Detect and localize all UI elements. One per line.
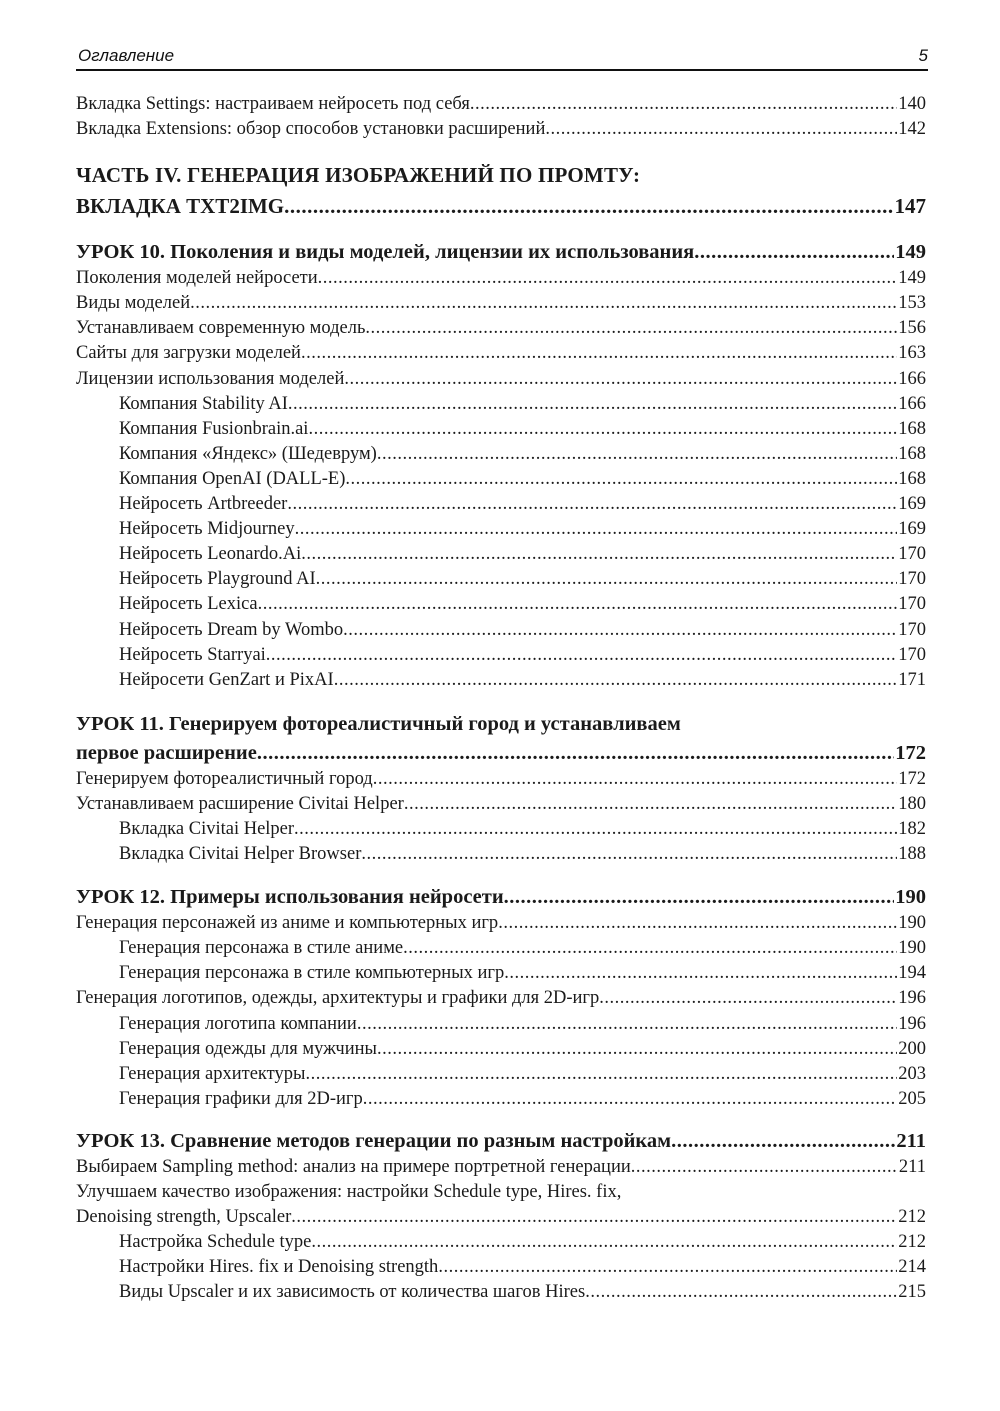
- toc-subentry-title: Генерация логотипа компании: [119, 1013, 357, 1034]
- lesson-heading[interactable]: [76, 238, 926, 266]
- toc-subentry-title: Нейросеть Dream by Wombo: [119, 619, 344, 640]
- toc-subentry[interactable]: [76, 1037, 926, 1062]
- toc-subentry-page: 169: [898, 494, 926, 515]
- toc-entry[interactable]: [76, 986, 926, 1011]
- lesson-page: 149: [895, 241, 926, 264]
- toc-entry[interactable]: [76, 341, 926, 366]
- leader-dots: [438, 1255, 897, 1280]
- leader-dots: [343, 618, 897, 643]
- toc-subentry-page: 190: [898, 938, 926, 959]
- toc-subentry[interactable]: [76, 467, 926, 492]
- toc-subentry-title: Генерация графики для 2D-игр: [119, 1088, 363, 1109]
- toc-entry-page: 172: [898, 768, 926, 789]
- leader-dots: [257, 739, 894, 767]
- toc-entry-page: 211: [898, 1156, 926, 1177]
- toc-subentry-page: 170: [898, 544, 926, 565]
- header-rule: [76, 69, 928, 71]
- lesson-12: [76, 883, 926, 1112]
- leader-dots: [504, 961, 897, 986]
- toc-subentry[interactable]: [76, 668, 926, 693]
- toc-entry-title: Генерируем фотореалистичный город: [76, 768, 373, 789]
- lesson-title: УРОК 12. Примеры использования нейросети: [76, 886, 504, 909]
- leader-dots: [291, 1205, 897, 1230]
- toc-subentry-page: 168: [898, 418, 926, 439]
- toc-subentry-title: Компания Fusionbrain.ai: [119, 418, 309, 439]
- toc-entry-title-line2: Denoising strength, Upscaler: [76, 1207, 292, 1228]
- toc-entry[interactable]: [76, 117, 926, 142]
- toc-entry-page: 196: [898, 988, 926, 1009]
- toc-entry-title: Лицензии использования моделей: [76, 368, 345, 389]
- leader-dots: [377, 442, 897, 467]
- leader-dots: [311, 1230, 897, 1255]
- lesson-10: [76, 238, 926, 693]
- lesson-title: УРОК 13. Сравнение методов генерации по разным настройкам: [76, 1129, 672, 1152]
- leader-dots: [301, 542, 897, 567]
- toc-subentry-page: 170: [898, 569, 926, 590]
- toc-subentry-title: Нейросеть Artbreeder: [119, 494, 288, 515]
- part-page: 147: [894, 194, 926, 219]
- toc-subentry[interactable]: [76, 1062, 926, 1087]
- lesson-heading[interactable]: [76, 883, 926, 911]
- leader-dots: [498, 911, 897, 936]
- lesson-title: УРОК 10. Поколения и виды моделей, лицензии их использования: [76, 241, 695, 264]
- toc-subentry[interactable]: [76, 417, 926, 442]
- leader-dots: [404, 792, 897, 817]
- toc-subentry[interactable]: [76, 643, 926, 668]
- toc-subentry-page: 194: [898, 963, 926, 984]
- toc-subentry-title: Виды Upscaler и их зависимость от количества шагов Hires: [119, 1282, 586, 1303]
- toc-subentry-page: 196: [898, 1013, 926, 1034]
- toc-entry[interactable]: [76, 367, 926, 392]
- leader-dots: [288, 392, 897, 417]
- toc-entry-page: 212: [898, 1207, 926, 1228]
- lesson-heading[interactable]: [76, 709, 926, 767]
- toc-entry-title: Генерация логотипов, одежды, архитектуры и графики для 2D-игр: [76, 988, 600, 1009]
- toc-subentry-page: 170: [898, 619, 926, 640]
- toc-subentry[interactable]: [76, 542, 926, 567]
- toc-subentry-page: 170: [898, 594, 926, 615]
- toc-subentry-page: 215: [898, 1282, 926, 1303]
- toc-entry[interactable]: [76, 767, 926, 792]
- toc-entry-title: Устанавливаем расширение Civitai Helper: [76, 793, 404, 814]
- toc-entry-page: 149: [898, 268, 926, 289]
- toc-entry-title: Генерация персонажей из аниме и компьютерных игр: [76, 913, 499, 934]
- toc-subentry-title: Нейросеть Lexica: [119, 594, 258, 615]
- toc-subentry-title: Вкладка Civitai Helper Browser: [119, 844, 362, 865]
- toc-subentry-title: Вкладка Civitai Helper: [119, 818, 295, 839]
- table-of-contents: [76, 92, 926, 1305]
- toc-subentry-title: Генерация персонажа в стиле аниме: [119, 938, 404, 959]
- leader-dots: [470, 92, 897, 117]
- toc-entry-title: Выбираем Sampling method: анализ на примере портретной генерации: [76, 1156, 631, 1177]
- leader-dots: [363, 1087, 898, 1112]
- toc-subentry[interactable]: [76, 1280, 926, 1305]
- toc-subentry-title: Компания Stability AI: [119, 393, 288, 414]
- lesson-13: [76, 1127, 926, 1306]
- leader-dots: [373, 767, 898, 792]
- toc-entry-page: 153: [898, 293, 926, 314]
- toc-subentry[interactable]: [76, 567, 926, 592]
- leader-dots: [295, 517, 898, 542]
- toc-entry-title-line1: Улучшаем качество изображения: настройки Schedule type, Hires. fix,: [76, 1182, 622, 1202]
- toc-entry[interactable]: [76, 291, 926, 316]
- toc-entry-title: Сайты для загрузки моделей: [76, 343, 301, 364]
- lesson-title-line1: УРОК 11. Генерируем фотореалистичный город и устанавливаем: [76, 712, 681, 735]
- toc-entry-title: Вкладка Settings: настраиваем нейросеть под себя: [76, 94, 470, 114]
- leader-dots: [545, 117, 897, 142]
- toc-subentry-title: Компания OpenAI (DALL-E): [119, 468, 346, 489]
- toc-subentry-title: Настройка Schedule type: [119, 1232, 312, 1253]
- toc-subentry-title: Компания «Яндекс» (Шедеврум): [119, 443, 377, 464]
- toc-subentry-page: 166: [898, 393, 926, 414]
- toc-subentry-page: 168: [898, 443, 926, 464]
- toc-subentry-page: 214: [898, 1257, 926, 1278]
- lesson-page: 190: [895, 886, 926, 909]
- leader-dots: [318, 266, 898, 291]
- lesson-page: 172: [895, 741, 926, 764]
- lesson-11: [76, 709, 926, 867]
- leader-dots: [258, 592, 898, 617]
- leader-dots: [316, 567, 898, 592]
- toc-subentry-title: Нейросеть Midjourney: [119, 519, 295, 540]
- toc-subentry[interactable]: [76, 517, 926, 542]
- leader-dots: [345, 467, 897, 492]
- toc-subentry-page: 168: [898, 468, 926, 489]
- toc-subentry-page: 205: [898, 1088, 926, 1109]
- part-heading[interactable]: [76, 160, 926, 222]
- toc-entry[interactable]: [76, 1155, 926, 1180]
- toc-subentry[interactable]: [76, 442, 926, 467]
- leader-dots: [334, 668, 898, 693]
- toc-subentry-page: 203: [898, 1063, 926, 1084]
- leader-dots: [361, 842, 897, 867]
- lesson-page: 211: [896, 1129, 926, 1152]
- leader-dots: [357, 1012, 897, 1037]
- toc-subentry[interactable]: [76, 492, 926, 517]
- toc-subentry[interactable]: [76, 817, 926, 842]
- leader-dots: [365, 316, 897, 341]
- toc-subentry-title: Нейросети GenZart и PixAI: [119, 669, 334, 690]
- toc-entry[interactable]: [76, 792, 926, 817]
- leader-dots: [308, 417, 897, 442]
- leader-dots: [294, 817, 897, 842]
- toc-subentry[interactable]: [76, 961, 926, 986]
- toc-subentry[interactable]: [76, 842, 926, 867]
- toc-subentry-title: Генерация архитектуры: [119, 1063, 306, 1084]
- toc-subentry-page: 200: [898, 1038, 926, 1059]
- toc-subentry-page: 170: [898, 644, 926, 665]
- leader-dots: [671, 1127, 895, 1155]
- toc-subentry[interactable]: [76, 1012, 926, 1037]
- toc-entry-page: 140: [898, 94, 926, 114]
- toc-entry[interactable]: [76, 92, 926, 117]
- leader-dots: [344, 367, 897, 392]
- leader-dots: [403, 936, 897, 961]
- toc-entry-page: 156: [898, 318, 926, 339]
- part-title-line1: ЧАСТЬ IV. ГЕНЕРАЦИЯ ИЗОБРАЖЕНИЙ ПО ПРОМТУ:: [76, 163, 641, 188]
- toc-subentry[interactable]: [76, 1230, 926, 1255]
- toc-entry-title: Устанавливаем современную модель: [76, 318, 366, 339]
- toc-entry[interactable]: [76, 266, 926, 291]
- toc-entry-page: 190: [898, 913, 926, 934]
- toc-subentry[interactable]: [76, 392, 926, 417]
- toc-subentry-title: Генерация одежды для мужчины: [119, 1038, 377, 1059]
- leader-dots: [694, 238, 894, 266]
- toc-entry-title: Вкладка Extensions: обзор способов установки расширений: [76, 119, 546, 140]
- toc-subentry-page: 169: [898, 519, 926, 540]
- toc-subentry-page: 188: [898, 844, 926, 865]
- leader-dots: [266, 643, 897, 668]
- leader-dots: [377, 1037, 897, 1062]
- toc-entry-page: 142: [898, 119, 926, 140]
- header-title: Оглавление: [78, 46, 175, 65]
- toc-subentry-title: Нейросеть Playground AI: [119, 569, 316, 590]
- part-title-line2: ВКЛАДКА TXT2IMG: [76, 194, 285, 219]
- toc-entry[interactable]: [76, 316, 926, 341]
- toc-subentry-title: Нейросеть Starryai: [119, 644, 266, 665]
- leader-dots: [504, 883, 895, 911]
- leader-dots: [599, 986, 897, 1011]
- leader-dots: [585, 1280, 897, 1305]
- toc-subentry-title: Нейросеть Leonardo.Ai: [119, 544, 302, 565]
- toc-subentry[interactable]: [76, 936, 926, 961]
- toc-subentry-title: Настройки Hires. fix и Denoising strength: [119, 1257, 439, 1278]
- lesson-title-line2: первое расширение: [76, 741, 257, 764]
- toc-entry-page: 163: [898, 343, 926, 364]
- header-page-number: 5: [918, 46, 928, 65]
- leader-dots: [287, 492, 897, 517]
- leader-dots: [190, 291, 897, 316]
- leader-dots: [301, 341, 897, 366]
- lesson-heading[interactable]: [76, 1127, 926, 1155]
- leader-dots: [631, 1155, 898, 1180]
- toc-subentry[interactable]: [76, 618, 926, 643]
- leader-dots: [284, 190, 893, 222]
- toc-subentry[interactable]: [76, 592, 926, 617]
- leader-dots: [305, 1062, 897, 1087]
- toc-subentry[interactable]: [76, 1255, 926, 1280]
- toc-subentry-page: 212: [898, 1232, 926, 1253]
- toc-entry[interactable]: [76, 1180, 926, 1230]
- toc-entry-title: Виды моделей: [76, 293, 191, 314]
- toc-entry[interactable]: [76, 911, 926, 936]
- toc-entry-page: 166: [898, 368, 926, 389]
- toc-subentry-title: Генерация персонажа в стиле компьютерных игр: [119, 963, 505, 984]
- toc-subentry-page: 171: [898, 669, 926, 690]
- toc-subentry-page: 182: [898, 818, 926, 839]
- toc-entry-page: 180: [898, 793, 926, 814]
- toc-entry-title: Поколения моделей нейросети: [76, 268, 318, 289]
- toc-subentry[interactable]: [76, 1087, 926, 1112]
- running-header: [76, 44, 928, 68]
